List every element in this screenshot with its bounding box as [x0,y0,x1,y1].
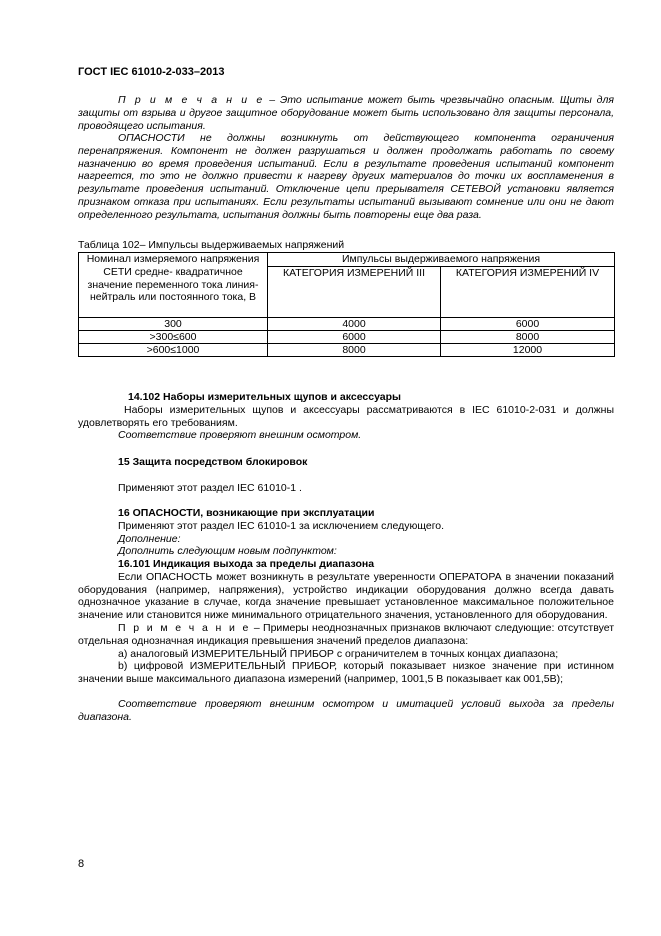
section-text: Наборы измерительных щупов и аксессуары рассматриваются в IEC 61010-2-031 и должны удовлетворять его требованиям. [78,403,614,429]
header-category-4: КАТЕГОРИЯ ИЗМЕРЕНИЙ IV [441,267,615,318]
supplement-label: Дополнить следующим новым подпунктом: [118,545,337,558]
danger-text: ОПАСНОСТИ не должны возникнуть от действующего компонента ограничения перенапряжения. Компонент не должен разрушаться и должен продолжать работать по своему назначению во время проведения испытаний. Если в результате проведения испытаний компонент нагреется, то это не должно привести к нагреву других материалов до точки их воспламенения в результате проведения испытаний. Отключение цепи прерывателя СЕТЕВОЙ установки является признаком отказа при испытаниях. Если результаты испытаний вызывают сомнение или они не дают определенного результата, испытания должны быть повторены еще два раза. [78,132,614,221]
page-number: 8 [78,858,85,870]
table-cell: 4000 [268,318,441,331]
header-category-3: КАТЕГОРИЯ ИЗМЕРЕНИЙ III [268,267,441,318]
table-cell: 12000 [441,344,615,357]
danger-paragraph [78,132,614,222]
note-text [78,94,614,132]
table-row [79,344,615,357]
table-row [79,331,615,344]
list-item: b) цифровой ИЗМЕРИТЕЛЬНЫЙ ПРИБОР, который показывает низкое значение при истинном значении выше максимального диапазона измерений (например, 1001,5 В показывает как 001,5В); [78,660,614,686]
compliance-check: Соответствие проверяют внешним осмотром и имитацией условий выхода за пределы диапазона. [78,697,614,723]
section-15 [78,456,614,495]
compliance-check: Соответствие проверяют внешним осмотром. [118,429,362,442]
note-label: П р и м е ч а н и е [118,621,251,634]
table-cell: 8000 [268,344,441,357]
table-cell: 6000 [268,331,441,344]
note-body: – Это испытание может быть чрезвычайно опасным. Щиты для защиты от взрыва и другое защитное оборудование может быть использовано для защиты персонала, проводящего испытания. [78,94,614,132]
addition-label: Дополнение: [118,532,181,545]
list-item: а) аналоговый ИЗМЕРИТЕЛЬНЫЙ ПРИБОР с ограничителем в точных концах диапазона; [118,647,559,660]
section-heading: 16 ОПАСНОСТИ, возникающие при эксплуатации [118,507,375,519]
section-text: Применяют этот раздел IEC 61010-1 за исключением следующего. [118,519,445,532]
section-text: Применяют этот раздел IEC 61010-1 . [118,481,302,494]
header-impulse-group: Импульсы выдерживаемого напряжения [268,253,615,267]
section-heading: 15 Защита посредством блокировок [118,456,308,468]
section-heading: 14.102 Наборы измерительных щупов и аксессуары [128,391,402,403]
section-14-102 [78,391,614,442]
table-cell: 8000 [441,331,615,344]
document-header: ГОСТ IEC 61010-2-033–2013 [78,66,225,78]
section-heading: 16.101 Индикация выхода за пределы диапазона [118,558,375,570]
note-body: – Примеры неоднозначных признаков включают следующие: отсутствует отдельная однозначная индикация превышения значений пределов диапазона: [78,621,615,647]
impulse-table-wrapper [78,252,614,357]
table-cell: 300 [79,318,268,331]
table-caption: Таблица 102– Импульсы выдерживаемых напряжений [78,239,345,251]
table-header-row [79,253,615,267]
table-cell: >300≤600 [79,331,268,344]
section-16 [78,507,614,558]
header-rated-voltage: Номинал измеряемого напряжения СЕТИ средне- квадратичное значение переменного тока линия-нейтраль или постоянного тока, В [79,253,268,318]
impulse-voltage-table [78,252,615,357]
table-cell: 6000 [441,318,615,331]
note-text [78,622,614,648]
section-text: Если ОПАСНОСТЬ может возникнуть в результате уверенности ОПЕРАТОРА в значении показаний оборудования (например, напряжения), устройство индикации оборудования должно всегда давать однозначное указание в случае, когда значение превышает установленное максимальное положительное значение или становится ниже минимального отрицательного значения, установленного для оборудования. [78,570,614,622]
section-16-101 [78,558,614,724]
table-cell: >600≤1000 [79,344,268,357]
note-paragraph [78,94,614,132]
note-label: П р и м е ч а н и е [118,94,265,106]
table-row [79,318,615,331]
